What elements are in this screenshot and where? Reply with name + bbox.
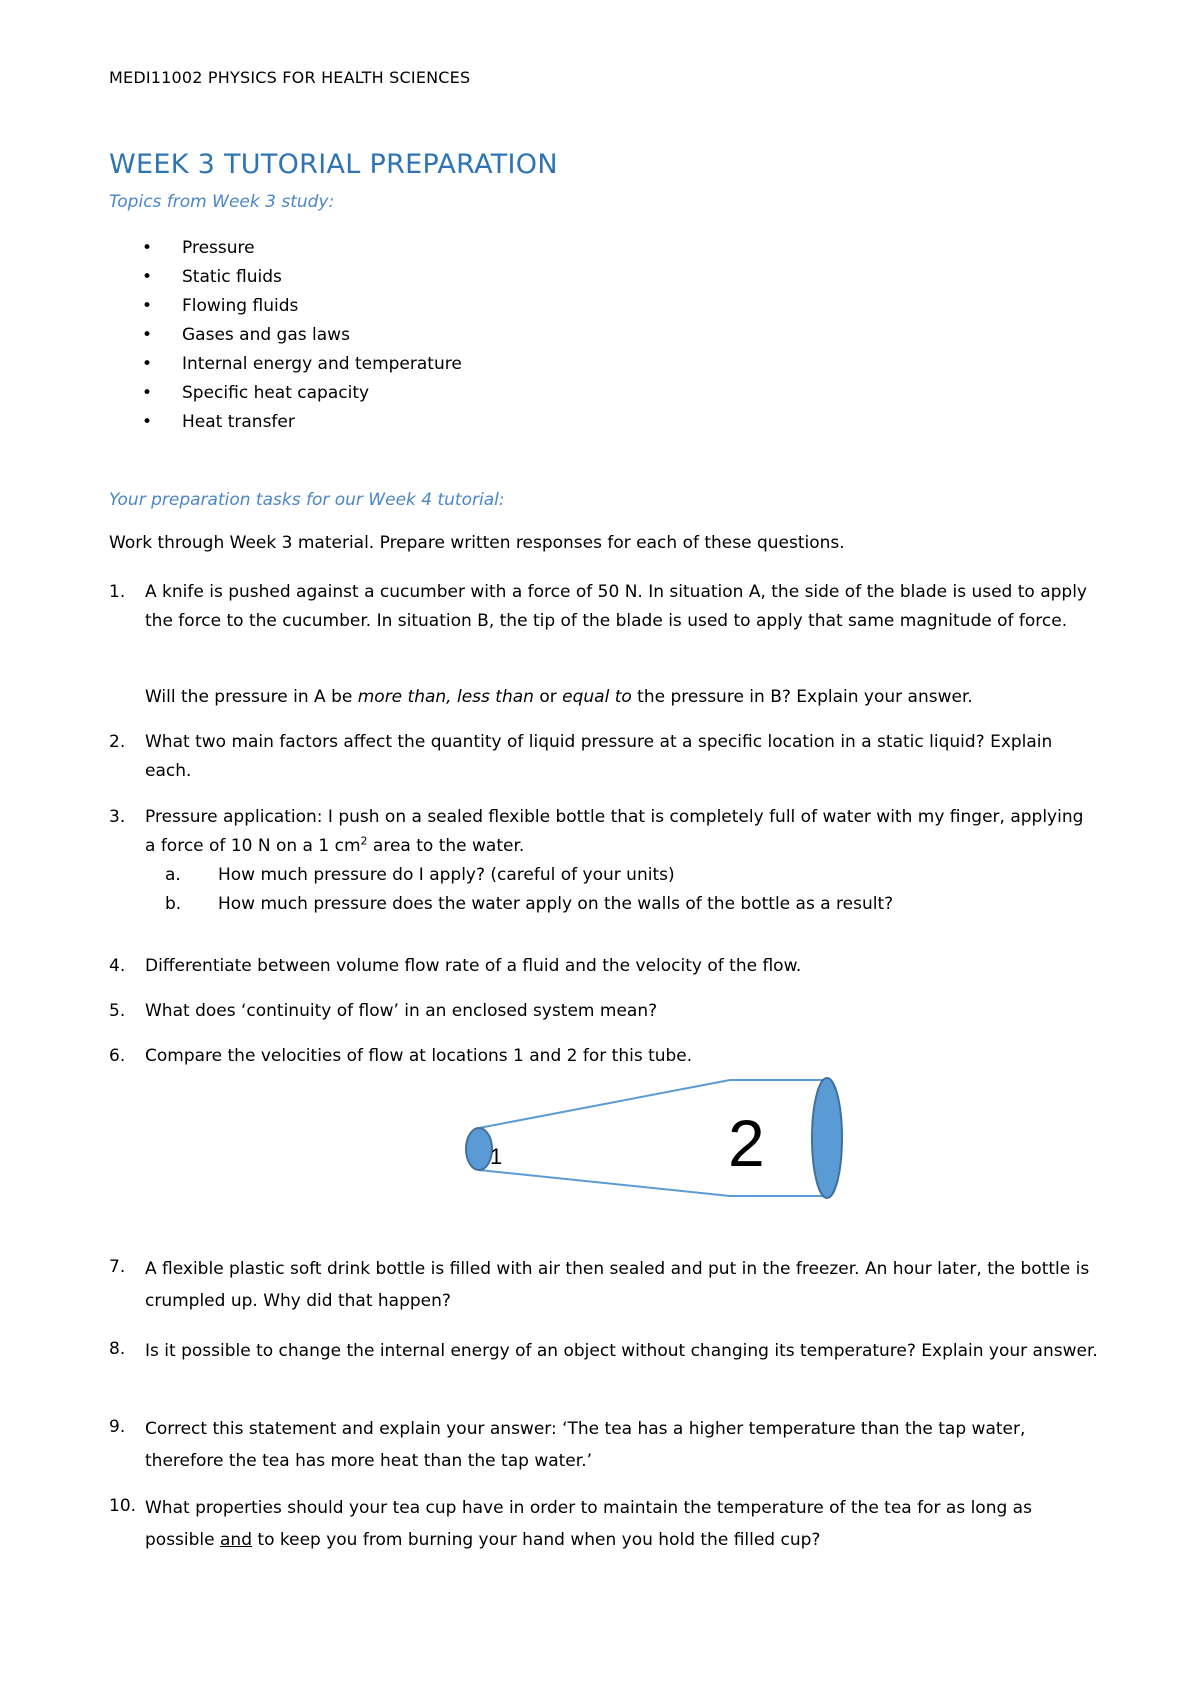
sub-question-a <box>145 861 1099 890</box>
question-2 <box>109 728 1099 786</box>
question-number: 3. <box>109 807 126 827</box>
text-span: area to the water. <box>367 836 525 856</box>
question-9 <box>109 1413 1099 1477</box>
question-followup-text <box>145 683 1099 712</box>
text-span: or <box>533 687 563 707</box>
sub-question-text: How much pressure do I apply? (careful of your units) <box>218 865 675 885</box>
text-span: the pressure in B? Explain your answer. <box>631 687 973 707</box>
topic-item: • Heat transfer <box>109 410 462 439</box>
text-span: Pressure application: I push on a sealed flexible bottle that is completely full of water with my finger, applying a force of 10 N on a 1 cm <box>145 807 1084 856</box>
question-text: What does ‘continuity of flow’ in an enclosed system mean? <box>145 1001 658 1021</box>
superscript: 2 <box>360 834 368 848</box>
sub-question-text: How much pressure does the water apply on the walls of the bottle as a result? <box>218 894 894 914</box>
preparation-heading: Your preparation tasks for our Week 4 tutorial: <box>109 490 505 510</box>
question-number: 5. <box>109 1001 126 1021</box>
course-header: MEDI11002 PHYSICS FOR HEALTH SCIENCES <box>109 68 471 87</box>
question-5 <box>109 997 1099 1026</box>
question-number: 1. <box>109 582 126 602</box>
question-text: Differentiate between volume flow rate of a fluid and the velocity of the flow. <box>145 956 802 976</box>
question-number: 2. <box>109 732 126 752</box>
question-text <box>145 1492 1099 1556</box>
topic-item: • Flowing fluids <box>109 294 462 323</box>
italic-span: equal to <box>562 687 632 707</box>
location-1-label: 1 <box>490 1144 503 1169</box>
topic-item: • Specific heat capacity <box>109 381 462 410</box>
question-text: Is it possible to change the internal energy of an object without changing its temperature? Explain your answer. <box>145 1341 1098 1361</box>
question-number: 9. <box>109 1417 126 1437</box>
location-2-label: 2 <box>728 1106 765 1180</box>
topic-item: • Gases and gas laws <box>109 323 462 352</box>
question-number: 4. <box>109 956 126 976</box>
question-4 <box>109 952 1099 981</box>
topics-subtitle: Topics from Week 3 study: <box>109 192 335 212</box>
topics-list <box>109 236 462 439</box>
tube-small-end <box>466 1128 492 1170</box>
question-number: 10. <box>109 1496 137 1516</box>
sub-question-label: b. <box>165 894 182 914</box>
question-7 <box>109 1253 1099 1317</box>
question-1-followup <box>109 683 1099 712</box>
question-number: 8. <box>109 1339 126 1359</box>
topic-item: • Static fluids <box>109 265 462 294</box>
sub-question-b <box>145 890 1099 919</box>
question-text: What two main factors affect the quantity of liquid pressure at a specific location in a static liquid? Explain each. <box>145 732 1053 781</box>
tube-top-edge <box>479 1080 730 1128</box>
question-10 <box>109 1492 1099 1556</box>
question-text <box>145 803 1099 861</box>
topic-item: • Internal energy and temperature <box>109 352 462 381</box>
underlined-span: and <box>220 1530 252 1550</box>
tube-bottom-edge <box>479 1170 730 1196</box>
topic-item: • Pressure <box>109 236 462 265</box>
page-title: WEEK 3 TUTORIAL PREPARATION <box>109 149 558 180</box>
text-span: to keep you from burning your hand when you hold the filled cup? <box>252 1530 821 1550</box>
question-number: 7. <box>109 1257 126 1277</box>
question-text: Compare the velocities of flow at locations 1 and 2 for this tube. <box>145 1046 693 1066</box>
question-text: A knife is pushed against a cucumber with a force of 50 N. In situation A, the side of the blade is used to apply the force to the cucumber. In situation B, the tip of the blade is used to apply that same magnitude of force. <box>145 582 1087 631</box>
question-text: A flexible plastic soft drink bottle is filled with air then sealed and put in the freezer. An hour later, the bottle is crumpled up. Why did that happen? <box>145 1259 1090 1311</box>
question-8 <box>109 1335 1099 1367</box>
question-1 <box>109 578 1099 636</box>
tube-large-end <box>812 1078 842 1198</box>
text-span: Will the pressure in A be <box>145 687 358 707</box>
intro-text: Work through Week 3 material. Prepare written responses for each of these questions. <box>109 533 845 553</box>
tube-diagram <box>455 1068 855 1208</box>
italic-span: more than, less than <box>357 687 534 707</box>
question-number: 6. <box>109 1046 126 1066</box>
text-span: What properties should your tea cup have in order to maintain the temperature of the tea for as long as possible <box>145 1498 1032 1550</box>
question-3 <box>109 803 1099 919</box>
question-text: Correct this statement and explain your answer: ‘The tea has a higher temperature than the tap water, therefore the tea has more heat than the tap water.’ <box>145 1419 1026 1471</box>
sub-question-label: a. <box>165 865 181 885</box>
question-6 <box>109 1042 1099 1071</box>
